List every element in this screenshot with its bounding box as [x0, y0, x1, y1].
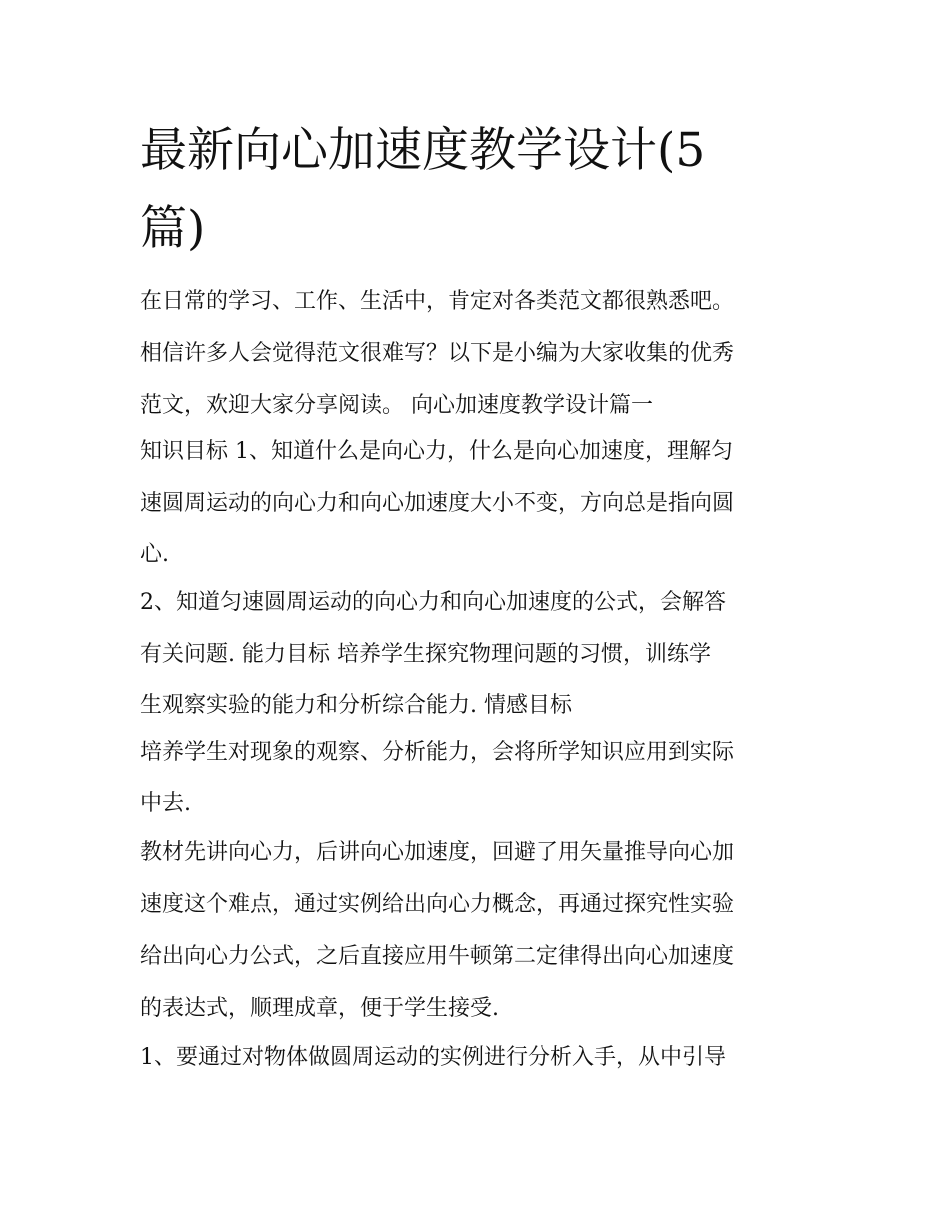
body-line: 中去.	[140, 791, 191, 816]
body-line: 范文，欢迎大家分享阅读。 向心加速度教学设计篇一	[140, 393, 653, 418]
body-line: 1、要通过对物体做圆周运动的实例进行分析入手，从中引导	[140, 1045, 726, 1070]
body-line: 给出向心力公式，之后直接应用牛顿第二定律得出向心加速度	[140, 944, 735, 969]
body-line: 的表达式，顺理成章，便于学生接受.	[140, 996, 499, 1021]
body-line: 相信许多人会觉得范文很难写？以下是小编为大家收集的优秀	[140, 341, 735, 366]
title-line-2: 篇)	[140, 201, 206, 256]
body-line: 有关问题. 能力目标 培养学生探究物理问题的习惯，训练学	[140, 642, 711, 667]
body-line: 生观察实验的能力和分析综合能力. 情感目标	[140, 693, 572, 718]
body-line: 知识目标 1、知道什么是向心力，什么是向心加速度，理解匀	[140, 439, 733, 464]
body-line: 教材先讲向心力，后讲向心加速度，回避了用矢量推导向心加	[140, 840, 735, 865]
body-line: 速圆周运动的向心力和向心加速度大小不变，方向总是指向圆	[140, 491, 735, 516]
title-line-1: 最新向心加速度教学设计(5	[140, 123, 706, 178]
body-line: 2、知道匀速圆周运动的向心力和向心加速度的公式，会解答	[140, 590, 726, 615]
document-title	[140, 112, 800, 268]
body-line: 培养学生对现象的观察、分析能力，会将所学知识应用到实际	[140, 740, 735, 765]
body-line: 速度这个难点，通过实例给出向心力概念，再通过探究性实验	[140, 892, 735, 917]
body-line: 心.	[140, 542, 169, 567]
body-line: 在日常的学习、工作、生活中，肯定对各类范文都很熟悉吧。	[140, 289, 735, 314]
